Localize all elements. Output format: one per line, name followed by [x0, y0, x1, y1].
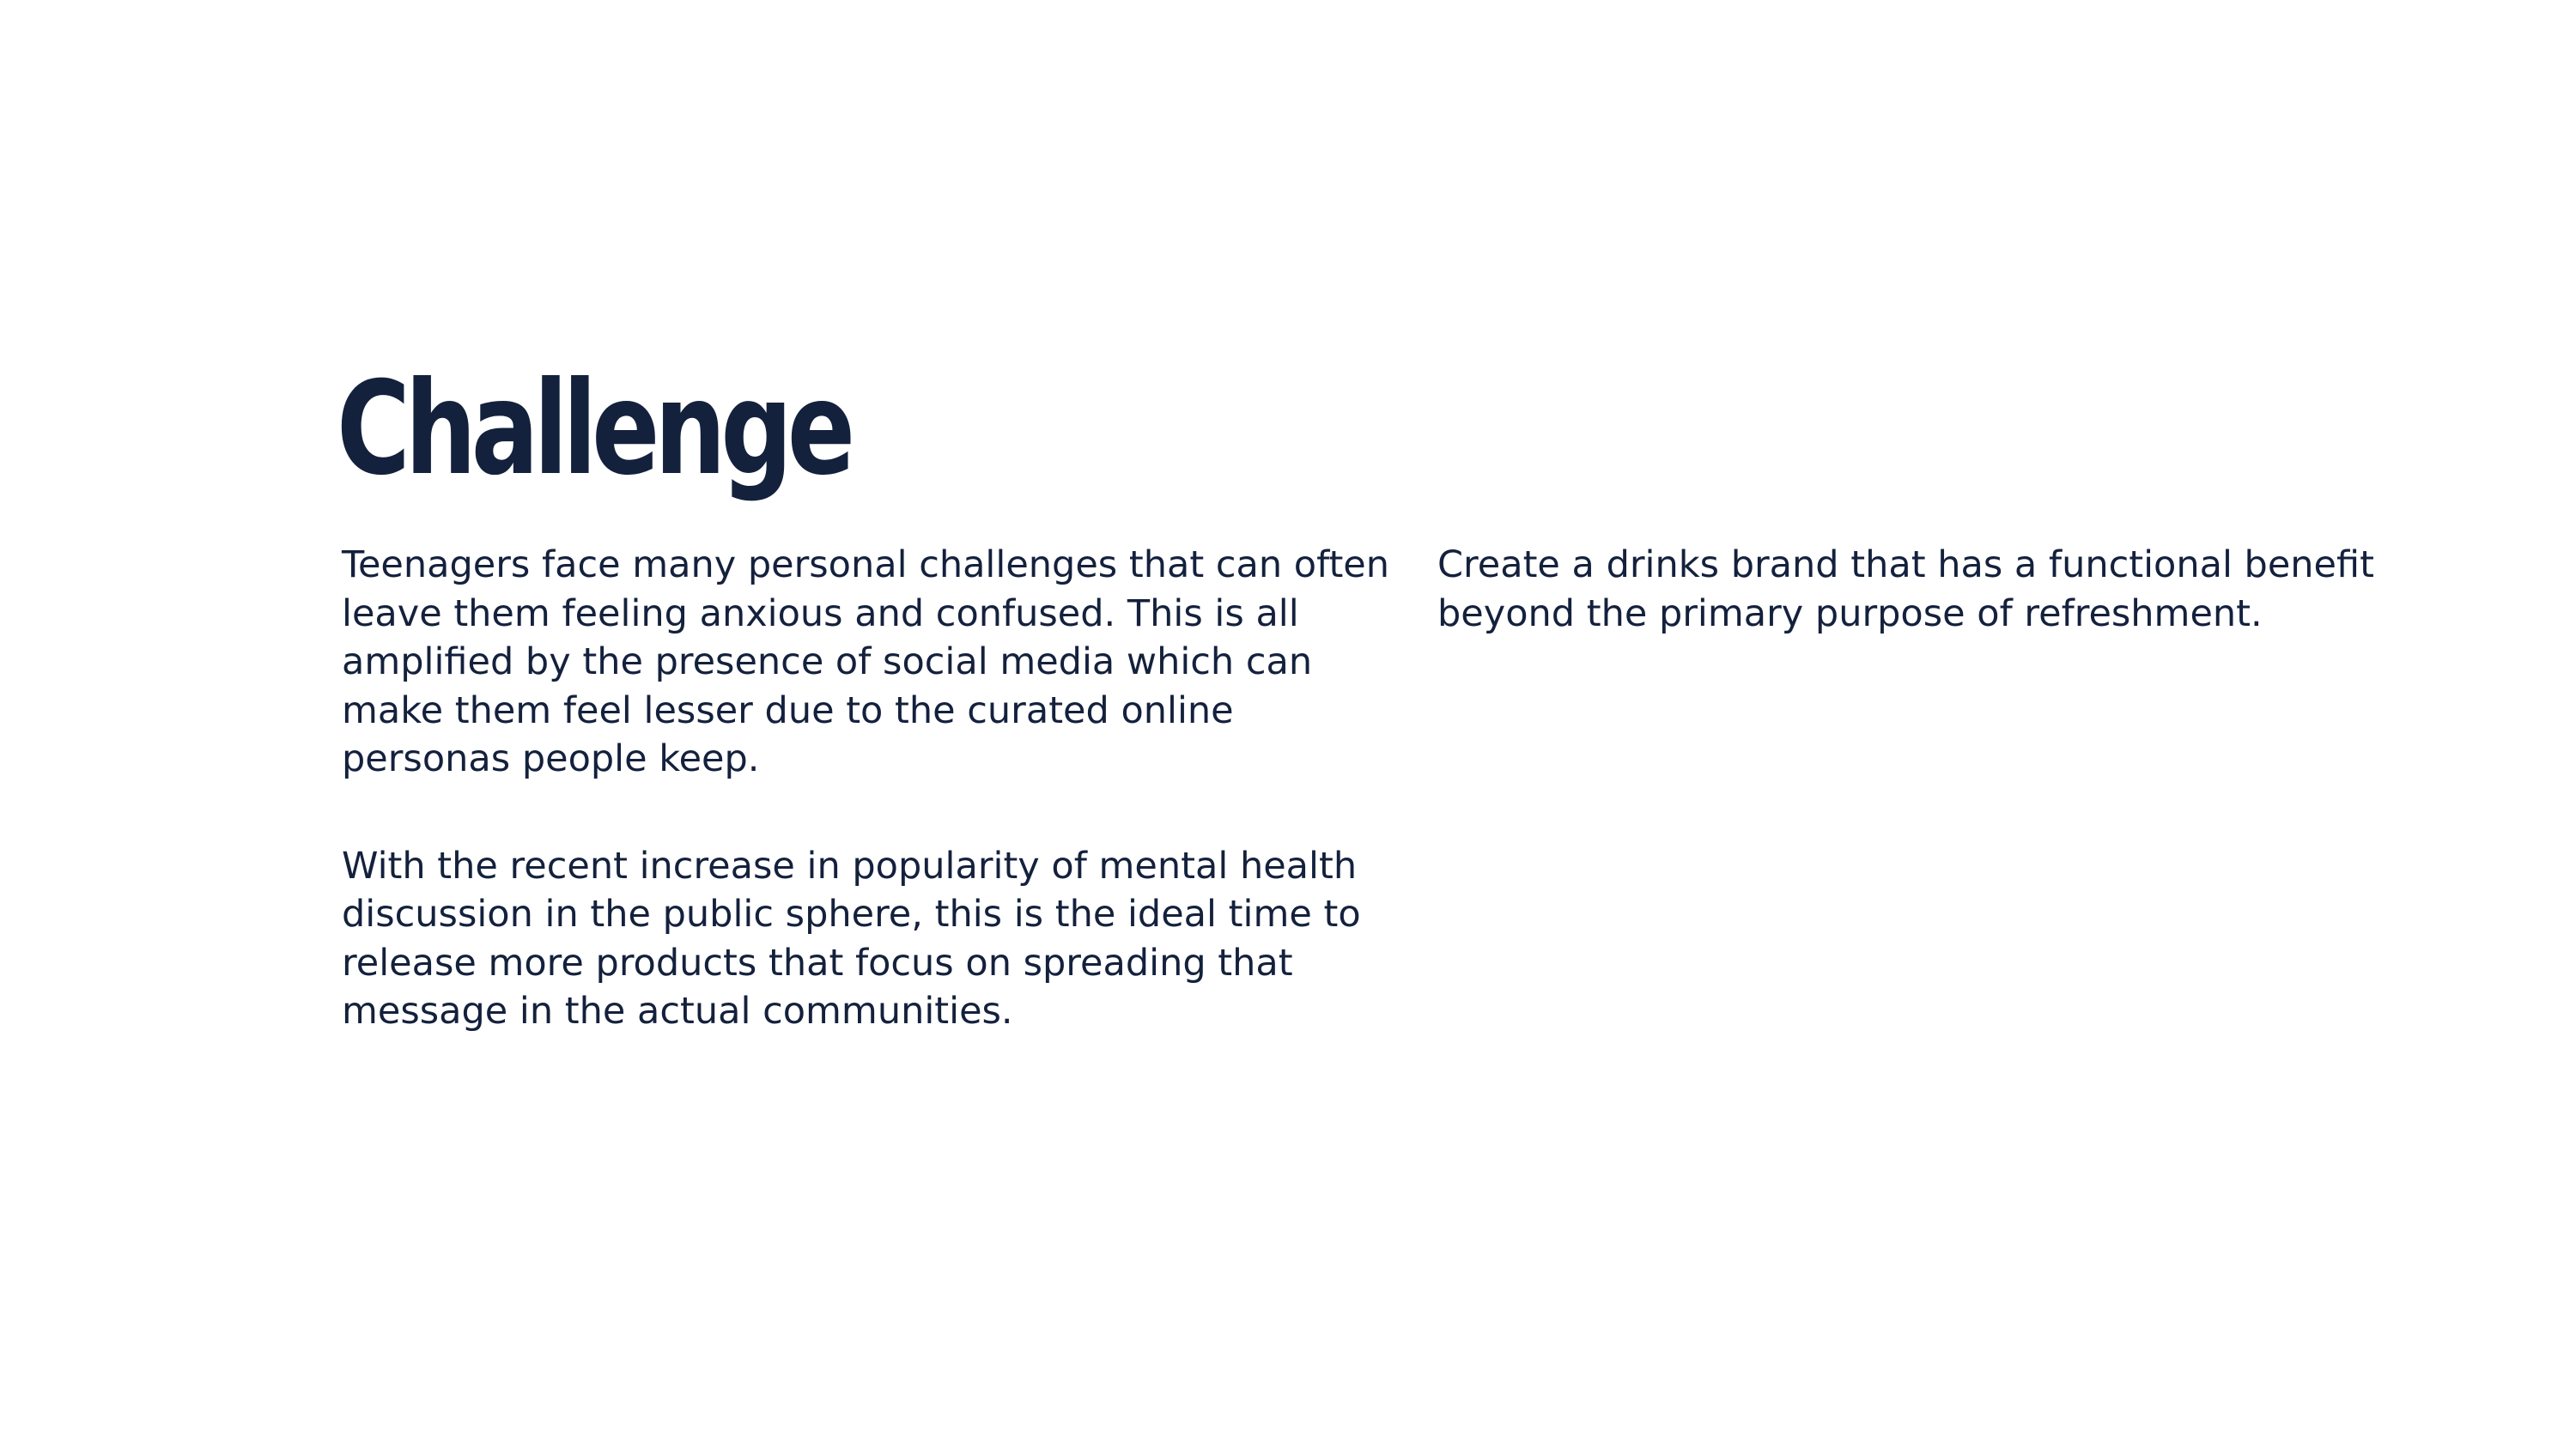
right-paragraph-1: Create a drinks brand that has a functional benefit beyond the primary purpose of refreshment.: [1437, 543, 2374, 635]
right-column: [1437, 541, 2519, 696]
slide-title: Challenge: [337, 355, 850, 504]
left-paragraph-1: Teenagers face many personal challenges that can often leave them feeling anxious and confused. This is all amplified by the presence of social media which can make them feel lesser due to the curated online personas people keep.: [342, 543, 1390, 780]
left-column: [342, 541, 1398, 1094]
left-paragraph-2: With the recent increase in popularity of mental health discussion in the public sphere, this is the ideal time to release more products that focus on spreading that message in the actual communities.: [342, 844, 1361, 1033]
